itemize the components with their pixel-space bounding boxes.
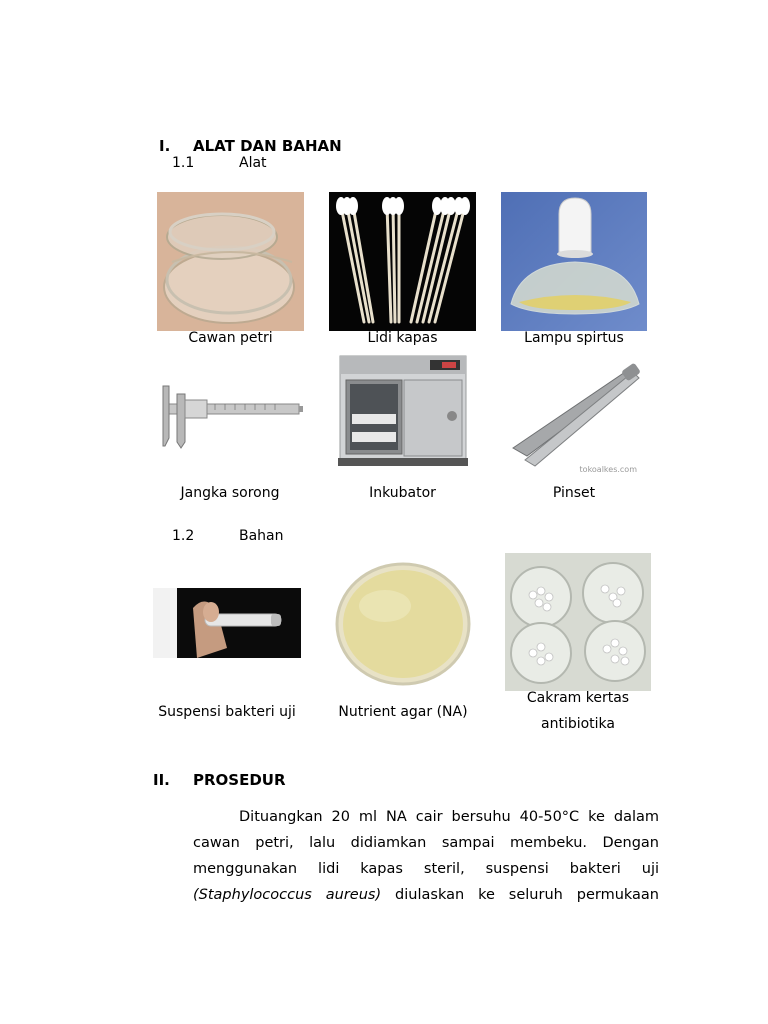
- procedure-line-3: menggunakan lidi kapas steril, suspensi bakteri uji: [193, 861, 659, 877]
- caption-caliper: Jangka sorong: [180, 485, 280, 501]
- procedure-line-2: cawan petri, lalu didiamkan sampai membeku. Dengan: [193, 835, 659, 851]
- caption-nutrient-agar: Nutrient agar (NA): [338, 704, 468, 720]
- section-2-number: II.: [153, 771, 170, 789]
- subsection-1-1-number: 1.1: [172, 155, 195, 171]
- section-1-title: ALAT DAN BAHAN: [193, 137, 342, 155]
- procedure-line-4: (Staphylococcus aureus) diulaskan ke seluruh permukaan: [193, 887, 659, 903]
- caption-antibiotic-disc-line2: antibiotika: [541, 716, 615, 732]
- caption-spirit-lamp: Lampu spirtus: [524, 330, 624, 346]
- procedure-line-1: Dituangkan 20 ml NA cair bersuhu 40-50°C ke dalam: [239, 809, 659, 825]
- antibiotic-disc-image: [505, 553, 651, 691]
- subsection-1-2-number: 1.2: [172, 528, 195, 544]
- section-1-number: I.: [159, 137, 171, 155]
- procedure-paragraph: [193, 804, 659, 908]
- species-name: (Staphylococcus aureus): [193, 887, 382, 903]
- section-2-title: PROSEDUR: [193, 771, 286, 789]
- caliper-image: [155, 380, 305, 450]
- incubator-image: [334, 352, 472, 470]
- subsection-1-1-title: Alat: [239, 155, 267, 171]
- subsection-1-2-title: Bahan: [239, 528, 284, 544]
- caption-antibiotic-disc-line1: Cakram kertas: [526, 690, 630, 706]
- tweezers-image: [505, 356, 645, 480]
- spirit-lamp-image: [501, 192, 647, 331]
- cotton-swab-image: [329, 192, 476, 331]
- nutrient-agar-image: [333, 558, 473, 690]
- petri-dish-image: [157, 192, 304, 331]
- caption-tweezers: Pinset: [552, 485, 596, 501]
- caption-bacteria-suspension: Suspensi bakteri uji: [158, 704, 296, 720]
- caption-incubator: Inkubator: [369, 485, 436, 501]
- bacteria-suspension-image: [153, 588, 301, 658]
- caption-petri-dish: Cawan petri: [188, 330, 273, 346]
- caption-cotton-swab: Lidi kapas: [367, 330, 438, 346]
- tweezers-watermark: tokoalkes.com: [579, 465, 637, 474]
